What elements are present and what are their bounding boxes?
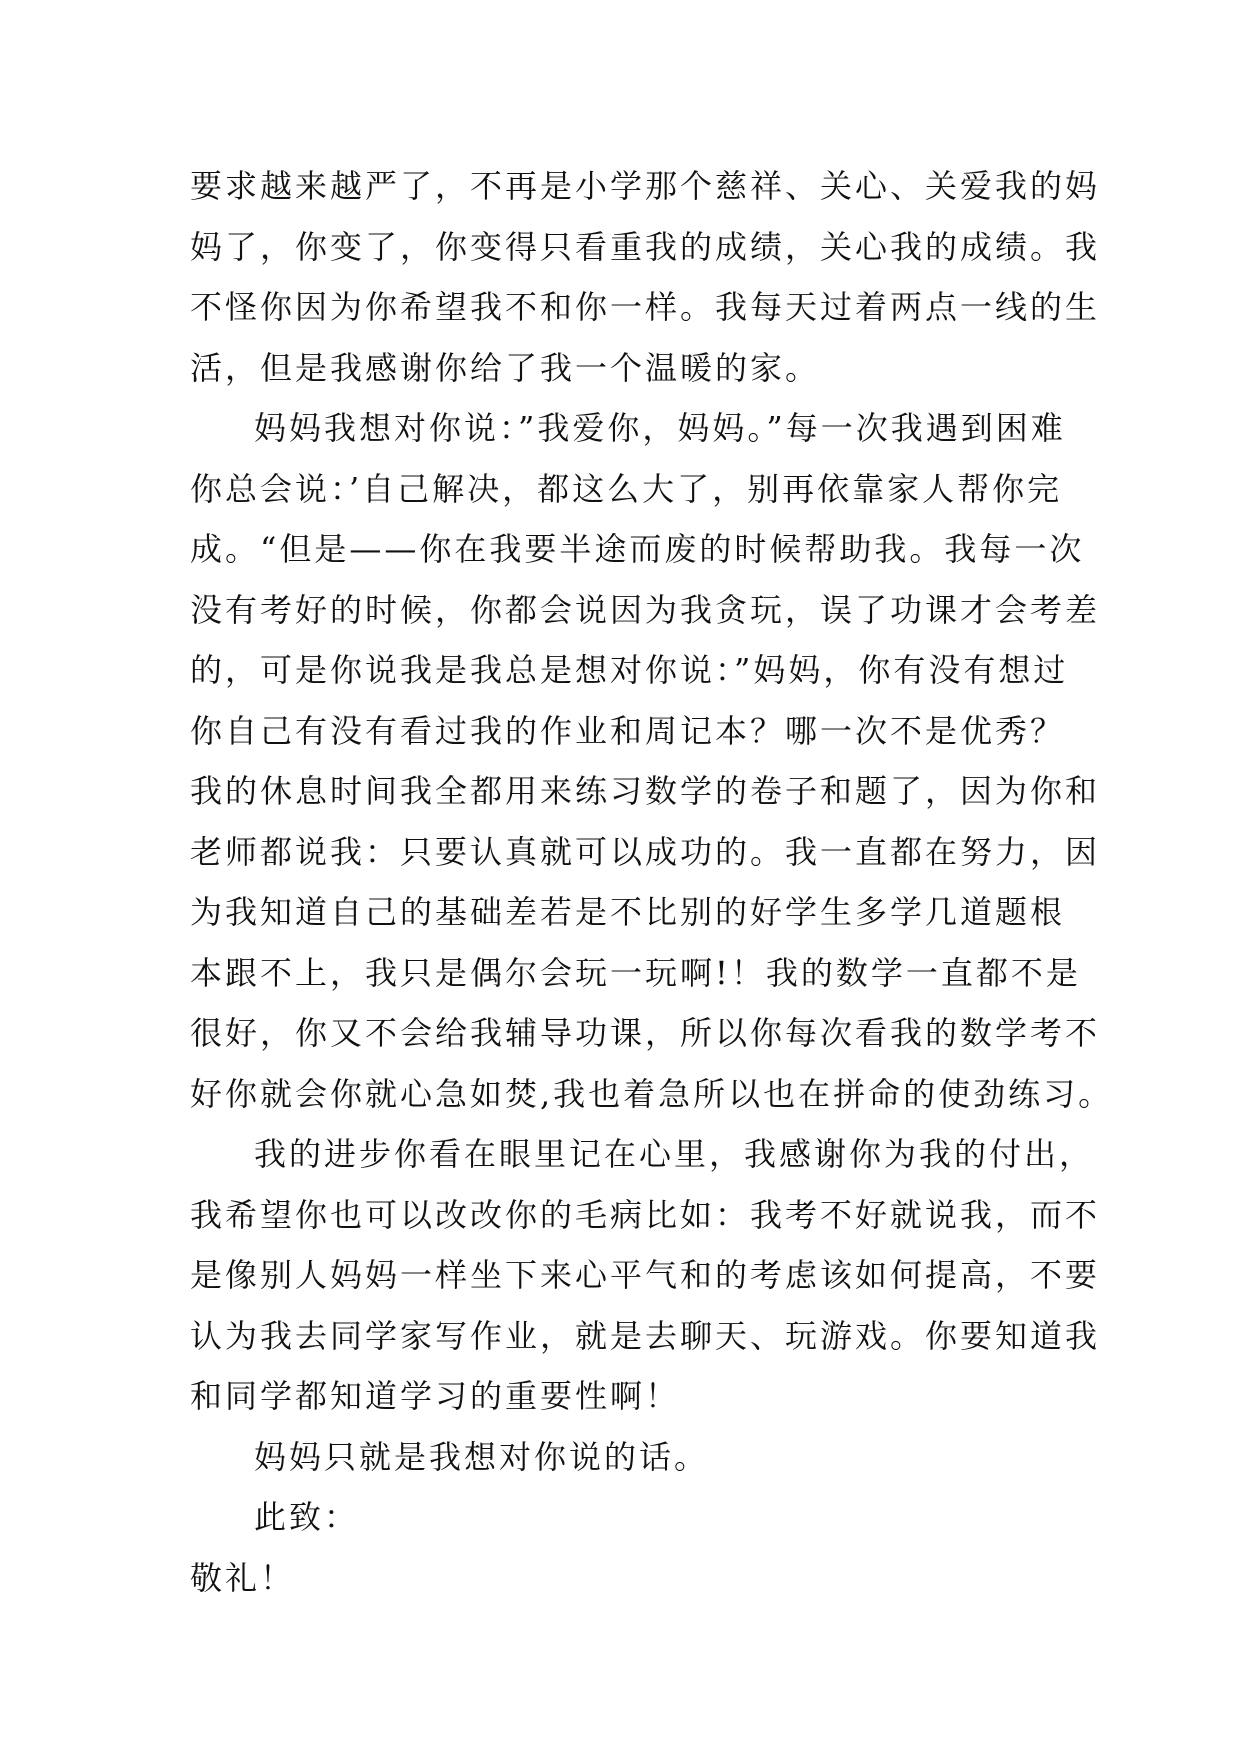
text-line: 好你就会你就心急如焚,我也着急所以也在拼命的使劲练习。 xyxy=(190,1074,1114,1113)
salutation-regards: 敬礼！ xyxy=(190,1558,296,1597)
text-line: 成。“但是——你在我要半途而废的时候帮助我。我每一次 xyxy=(190,530,1085,568)
text-line: 不怪你因为你希望我不和你一样。我每天过着两点一线的生 xyxy=(190,288,1101,326)
text-line: 你总会说：’自己解决，都这么大了，别再依靠家人帮你完 xyxy=(190,469,1063,508)
text-line: 你自己有没有看过我的作业和周记本？哪一次不是优秀？ xyxy=(190,711,1066,750)
text-line: 为我知道自己的基础差若是不比别的好学生多学几道题根 xyxy=(190,893,1066,931)
text-line: 和同学都知道学习的重要性啊！ xyxy=(190,1377,681,1415)
text-line: 很好，你又不会给我辅导功课，所以你每次看我的数学考不 xyxy=(190,1014,1101,1052)
text-line: 要求越来越严了，不再是小学那个慈祥、关心、关爱我的妈 xyxy=(190,167,1101,205)
text-line: 活，但是我感谢你给了我一个温暖的家。 xyxy=(190,348,821,387)
letter-body xyxy=(190,156,1114,1608)
text-line: 妈了，你变了，你变得只看重我的成绩，关心我的成绩。我 xyxy=(190,227,1101,266)
text-line: 老师都说我：只要认真就可以成功的。我一直都在努力，因 xyxy=(190,832,1101,871)
text-line: 妈妈我想对你说：”我爱你，妈妈。”每一次我遇到困难 xyxy=(254,409,1066,447)
text-line: 本跟不上，我只是偶尔会玩一玩啊!！我的数学一直都不是 xyxy=(190,953,1081,992)
text-line: 没有考好的时候，你都会说因为我贪玩，误了功课才会考差 xyxy=(190,590,1101,629)
text-line: 是像别人妈妈一样坐下来心平气和的考虑该如何提高，不要 xyxy=(190,1256,1101,1294)
text-line: 我希望你也可以改改你的毛病比如：我考不好就说我，而不 xyxy=(190,1195,1101,1234)
text-line: 的，可是你说我是我总是想对你说：”妈妈，你有没有想过 xyxy=(190,651,1069,689)
text-line: 认为我去同学家写作业，就是去聊天、玩游戏。你要知道我 xyxy=(190,1316,1101,1355)
salutation-closing: 此致： xyxy=(254,1498,360,1536)
text-line: 妈妈只就是我想对你说的话。 xyxy=(254,1437,710,1476)
text-line: 我的进步你看在眼里记在心里，我感谢你为我的付出， xyxy=(254,1135,1095,1173)
text-line: 我的休息时间我全都用来练习数学的卷子和题了，因为你和 xyxy=(190,772,1101,810)
